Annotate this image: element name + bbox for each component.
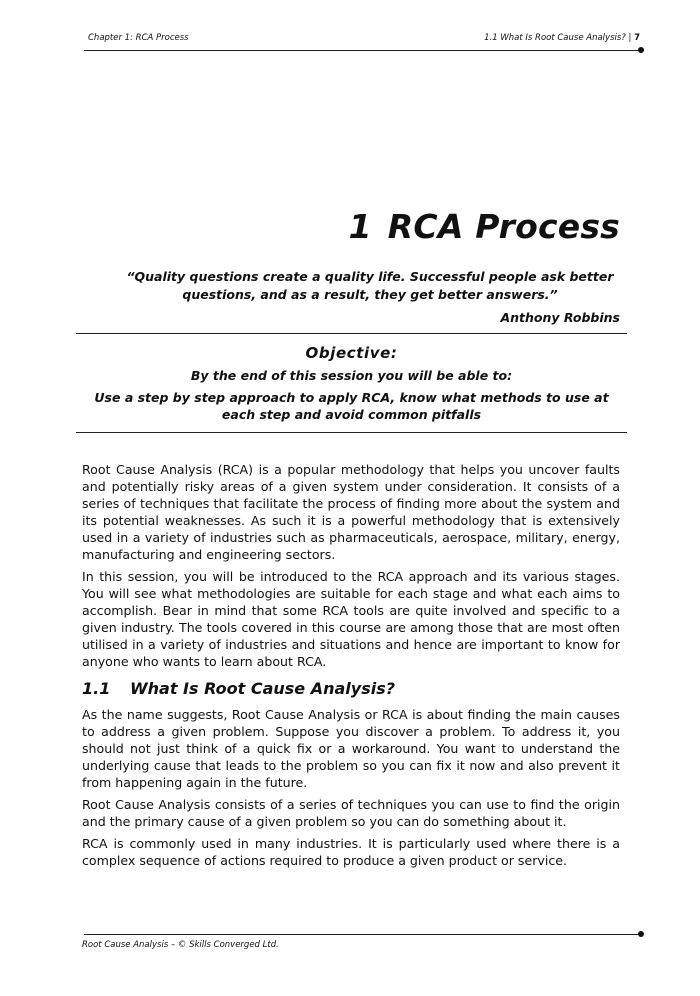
paragraph: In this session, you will be introduced to the RCA approach and its various stages. You will see what methodologies are suitable for each stage and what each aims to accomplish. Bear in mind that some RCA tools are quite involved and specific to a given industry. The tools covered in this course are among those that are most often utilised in a variety of industries and situations and hence are important to know for anyone who wants to learn about RCA. [82,569,620,669]
header-rule-dot [638,47,644,53]
running-footer: Root Cause Analysis – © Skills Converged Ltd. [82,940,279,950]
objective-box [76,333,627,433]
epigraph-quote: “Quality questions create a quality life. Successful people ask better questions, and as a result, they get better answers.” [126,269,614,302]
epigraph-author: Anthony Robbins [500,310,620,325]
section-number: 1.1 [82,679,111,698]
chapter-title-text: RCA Process [387,207,620,246]
page-number: 7 [634,33,640,43]
footer-rule [84,934,640,935]
section-heading [82,680,620,697]
body-text [82,461,620,874]
header-section-label [484,33,640,43]
running-header [88,33,640,47]
objective-goal: Use a step by step approach to apply RCA, know what methods to use at each step and avoid common pitfalls [94,390,609,422]
paragraph: Root Cause Analysis consists of a series of techniques you can use to find the origin and the primary cause of a given problem so you can do something about it. [82,797,620,829]
header-section-text: 1.1 What Is Root Cause Analysis? | [484,33,632,43]
chapter-title [349,207,620,246]
paragraph: Root Cause Analysis (RCA) is a popular methodology that helps you uncover faults and potentially risky areas of a given system under consideration. It consists of a series of techniques that facilitate the process of finding more about the system and its potential weaknesses. As such it is a powerful methodology that is extensively used in a variety of industries such as pharmaceuticals, aerospace, military, energy, manufacturing and engineering sectors. [82,462,620,562]
header-chapter-label: Chapter 1: RCA Process [88,33,189,43]
paragraph: As the name suggests, Root Cause Analysis or RCA is about finding the main causes to address a given problem. Suppose you discover a problem. To address it, you should not just think of a quick fix or a workaround. You want to understand the underlying cause that leads to the problem so you can fix it now and also prevent it from happening again in the future. [82,707,620,790]
header-rule [84,50,640,51]
objective-intro: By the end of this session you will be able to: [190,368,513,383]
objective-heading: Objective: [305,344,398,362]
chapter-number: 1 [348,207,372,246]
section-title-text: What Is Root Cause Analysis? [130,679,395,698]
footer-rule-dot [638,931,644,937]
paragraph: RCA is commonly used in many industries. It is particularly used where there is a complex sequence of actions required to produce a given product or service. [82,836,620,868]
